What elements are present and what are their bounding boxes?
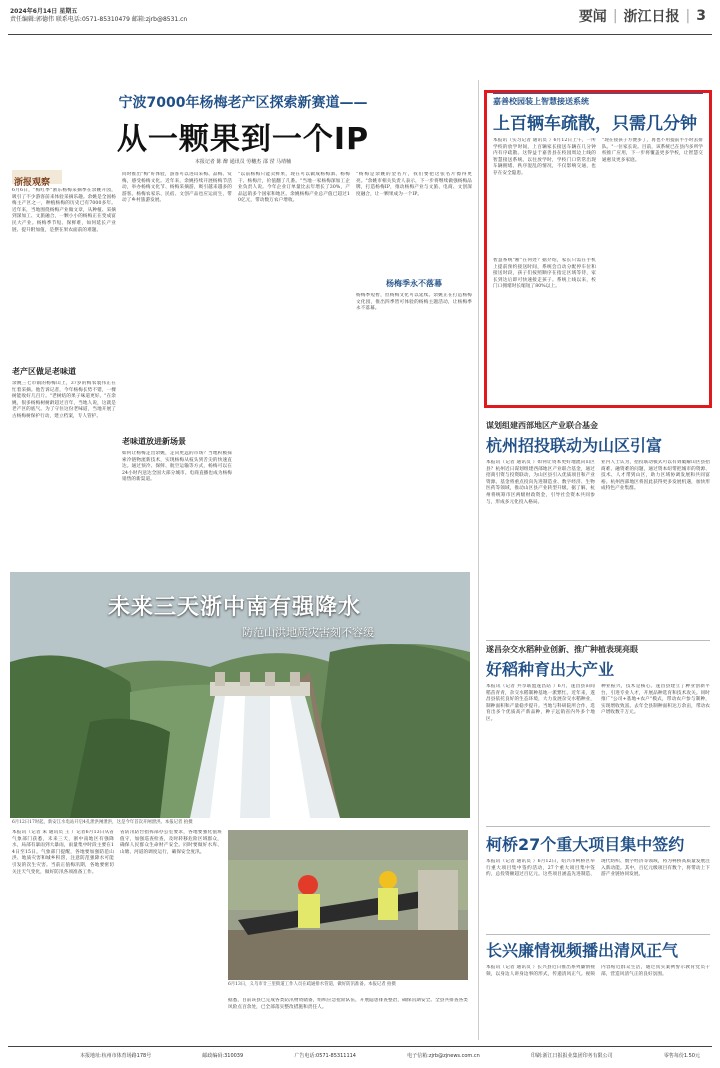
header-rule: [8, 34, 712, 35]
divider-bar: |: [612, 8, 618, 24]
right1-body-3: "现在接孩子方便多了，再也不用提前半小时去排队。"一位家长说。目前，该系统已在县内多所学校推广应用，下一步将覆盖更多学校，让智慧交通惠及更多家庭。: [601, 138, 703, 163]
column-tag: [12, 170, 62, 188]
divider-bar: |: [685, 8, 691, 24]
footer-ads: 广告电话:0571-85311114: [294, 1053, 356, 1059]
right2-subheadline: 谋划组建西部地区产业联合基金: [486, 421, 598, 430]
right3-body: 本报讯（记者 共享联盟遂昌站 ）6月，遂昌县田间稻苗青青，杂交水稻制种基地一派繁忙。近年来，遂昌县依托良好的生态环境，大力发展杂交水稻种业，制种面积和产量稳步提升。当地与科研院所合作，选育出多个优质高产新品种，种子远销省内外多个地区。: [486, 684, 595, 722]
right1-kicker: 嘉善校园装上智慧接送系统: [493, 97, 589, 106]
right4-story: [486, 832, 710, 943]
page-label: [579, 6, 706, 26]
lead-paragraph: 6月6日，"梅红季"浙东杨梅采摘季在余姚开园，吸引了不少游客前来体验采摘乐趣。余姚是全国杨梅主产区之一，种植杨梅的历史已有7000多年。近年来，当地围绕杨梅产业做文章，从种植、采摘到深加工、文旅融合，一颗小小的杨梅正在变成富民大产业。杨梅季节短、保鲜难，如何延长产业链、提升附加值，是摆在果农面前的难题。: [12, 188, 116, 233]
issue-date: 2024年6月14日 星期五: [10, 8, 78, 15]
drainage-photo: [228, 830, 468, 980]
footer-rule: [8, 1046, 712, 1047]
footer-email: 电子信箱:zjrb@zjnews.com.cn: [407, 1053, 480, 1059]
lead-paragraph: 如何让杨梅走出余姚，走向更远的市场？当地积极探索冷链物流新技术，实现杨梅从枝头到舌尖的快速直达。通过预冷、保鲜、航空运输等方式，杨梅可以在24小时内送达全国大部分城市。电商直播也成为杨梅销售的新渠道。: [122, 451, 232, 483]
right1-body: 本报讯（实习记者 通讯员 ）6月12日上午，一所学校的放学时间，上百辆家长接送车辆在几分钟内有序疏散。这得益于嘉善县在校园周边上线的智慧接送系统。以往放学时，学校门口常常出现车辆拥堵、秩序混乱的情况，不仅影响交通，也存在安全隐患。: [493, 138, 596, 176]
footer: [80, 1052, 700, 1059]
highlight-box: [484, 90, 712, 408]
column-tag-label: 浙报观察: [14, 178, 51, 188]
right2-headline: 杭州招投联动为山区引富: [486, 436, 663, 455]
lead-subhead: 杨梅季永不落幕: [386, 279, 442, 288]
right3-story: [486, 644, 710, 834]
lead-byline: 本报记者 陈 醉 通讯员 劳穗杰 邵 滢 马靖楠: [194, 159, 292, 165]
lead-column-3: [238, 172, 350, 568]
flood-subheadline: 防范山洪地质灾害刻不容缓: [242, 626, 374, 639]
lead-headline: 从一颗果到一个IP: [116, 122, 370, 157]
right2-body: 本报讯（记者 通讯员 ）如何让资本更好地流向山区县？杭州近日谋划组建西部地区产业联合基金，通过招商引资与投资联动，为山区县引入优质项目和产业资源。基金将重点投向先进制造业、数字经济、生物医药等领域，推动山区县产业转型升级。据了解，杭州将统筹市区两级财政资金，引导社会资本共同参与，形成多元化投入格局。: [486, 460, 595, 505]
footer-address: 本报地址:杭州市体育场路178号: [80, 1053, 152, 1059]
lead-paragraph: "杨梅是余姚的金名片，我们要把这张名片擦得更亮。"余姚市相关负责人表示，下一步将继续做强杨梅品牌，打造杨梅IP，推动杨梅产业与文旅、电商、文创深度融合，让一颗果成为一个IP。: [356, 172, 472, 197]
right5-headline: 长兴廉情视频播出清风正气: [486, 941, 679, 960]
drainage-photo-illustration: [228, 830, 468, 980]
lead-paragraph: 同时推出"梅"好体验，游客可以进山采梅、品梅、赏梅，感受杨梅文化。近年来，余姚持续开展杨梅节活动，举办杨梅文化节、杨梅采摘游，吸引越来越多的游客。杨梅农家乐、民宿、文创产品也应运而生，带动了乡村旅游发展。: [122, 172, 232, 204]
editor-line: 责任编辑:郭德伟 联系电话:0571-85310479 邮箱:zjrb@8531.cn: [10, 16, 188, 23]
mid-bottom-body: 据悉，目前该县已完成各类防汛物资储备，组织应急抢险队伍，开展隐患排查整治，确保汛期安全。全县共排查各类风险点百余处，已全部落实整改措施和责任人。: [228, 998, 468, 1010]
right3-headline: 好稻种育出大产业: [486, 660, 615, 679]
lead-paragraph: 余姚三七市镇的杨梅山上，37岁的梅农裘伟正在忙着采摘。他告诉记者，今年杨梅长势不错，一棵树能收好几百斤。"老树结的果子味道更好。"在余姚，很多杨梅树树龄超过百年，当地人说，这就是老产区的底气。为了守住这份老味道，当地开展了古杨梅树保护行动，建立档案，专人管护。: [12, 381, 116, 419]
section-name: 要闻: [578, 9, 607, 25]
lead-column-1: [12, 188, 116, 568]
right4-body: 本报讯（记者 通讯员 ）6月12日，绍兴市柯桥区举行重大项目集中签约活动，27个重大项目集中签约，总投资额超过百亿元。这些项目涵盖先进制造、现代纺织、数字经济等领域，将为柯桥高质量发展注入新动能。其中，百亿元级项目有数个，将带动上下游产业链协同发展。: [486, 859, 710, 878]
paper-name: 浙江日报: [623, 9, 680, 25]
dam-photo: [10, 572, 470, 818]
story-divider: [486, 826, 710, 827]
dam-photo-caption: 6月12日17时起，新安江水电站开启4孔泄洪闸泄洪，这是今年首次开闸泄洪。本报记者 拍摄: [12, 820, 193, 825]
lead-paragraph: "以前杨梅只能卖鲜果，现在可以做成杨梅酒、杨梅干、杨梅汁，价值翻了几番。"当地一家杨梅深加工企业负责人说。今年企业订单量比去年增长了30%，产品远销多个国家和地区。余姚杨梅产业总产值已超过10亿元，带动数万农户增收。: [238, 172, 350, 204]
lead-kicker: 宁波7000年杨梅老产区探索新赛道——: [118, 95, 368, 111]
right2-body-2: 业内人士认为，招投联动模式可以有效破解山区县招商难、融资难的问题，通过资本纽带把城市的资源、技术、人才带到山区，助力区域协调发展和共同富裕。杭州西部地区将因此获得更多发展机遇，加快形成特色产业集群。: [601, 460, 710, 492]
story-divider: [486, 640, 710, 641]
footer-printer: 印刷:浙江日报报业集团印务有限公司: [530, 1053, 613, 1059]
flood-body: 本报讯（记者 朱 通讯员 王 ）记者6月13日从省气象部门获悉，未来三天，浙中南地区有强降水，局部有暴雨到大暴雨，雨量集中时段主要在14日至15日。气象部门提醒，各地要加强防范山洪、地质灾害和城乡积涝，注意防范强降水可能引发的次生灾害。当前正值梅汛期，各地要密切关注天气变化，做好防汛各项准备工作。: [12, 830, 114, 875]
right5-story: [486, 938, 710, 1041]
right4-headline: 柯桥27个重大项目集中签约: [486, 835, 685, 854]
flood-headline: 未来三天浙中南有强降水: [108, 595, 362, 620]
lead-subhead: 老产区做足老味道: [12, 367, 76, 376]
lead-subhead: 老味道放进新场景: [122, 437, 186, 446]
column-divider: [478, 80, 479, 1040]
lead-column-4: [356, 172, 472, 568]
masthead-info: [10, 8, 187, 24]
page-number: 3: [696, 8, 706, 24]
footer-price: 零售每份1.50元: [663, 1053, 700, 1059]
right1-body-2: 智慧系统"断"在何处？据介绍，家长只需在手机上提前预约接送时间，系统会自动分配停车位和接送时段，孩子们按照顺序在指定区域等待，家长到达后即可快速接走孩子。系统上线以来，校门口拥堵时长缩短了80%以上。: [493, 258, 596, 290]
right5-body: 本报讯（记者 通讯员 ）长兴县近日推出系列廉情视频，以身边人讲身边事的形式，传递清风正气。视频内容贴近群众生活，通过真实案例警示教育党员干部，营造风清气正的良好氛围。: [486, 965, 710, 977]
footer-zip: 邮政编码:310039: [202, 1053, 244, 1059]
lead-paragraph: 杨梅季短暂，但杨梅文化可以延续。余姚正在打造杨梅文化园，推出四季皆可体验的杨梅主题活动，让杨梅季永不落幕。: [356, 293, 472, 312]
right3-body-2: 种业振兴，技术是核心。遂昌县建立了种业创新平台，引进专业人才，开展品种选育和技术攻关。同时推广"公司+基地+农户"模式，带动农户参与制种，实现增收致富。去年全县制种面积达万余亩，带动农户增收数千万元。: [601, 684, 710, 716]
right2-story: [486, 420, 710, 648]
story-divider: [486, 934, 710, 935]
right1-headline: 上百辆车疏散，只需几分钟: [493, 114, 697, 134]
lead-column-2: [122, 172, 232, 568]
right3-subheadline: 遂昌杂交水稻种业创新、推广种植表现亮眼: [486, 645, 638, 654]
drainage-photo-caption: 6月13日，义乌市廿三里街道工作人员在疏通排水管道，做好防汛准备。本报记者 拍摄: [228, 982, 396, 987]
flood-body-2: 省防汛防台指挥部办公室要求，各地要强化值班值守，加强巡查检查，及时转移危险区域群众，确保人民群众生命财产安全。同时要做好水库、山塘、河道的调度运行，确保安全度汛。: [120, 830, 222, 855]
